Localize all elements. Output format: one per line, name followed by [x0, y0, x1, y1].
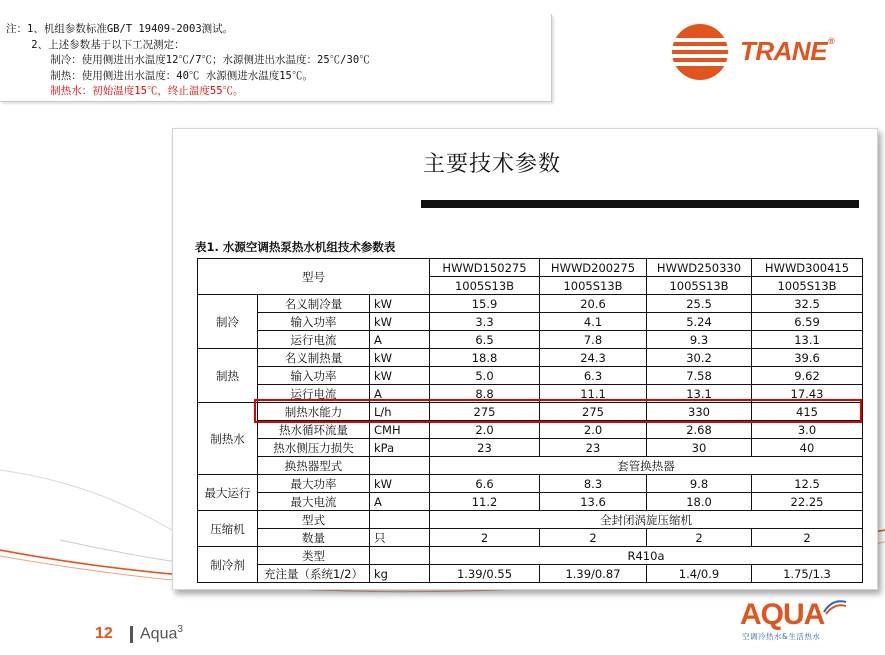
value-cell: 1.39/0.87: [540, 565, 647, 583]
value-cell: 7.58: [647, 367, 752, 385]
note-box: [0, 14, 552, 102]
value-cell: 17.43: [752, 385, 863, 403]
unit-cell: kW: [370, 475, 430, 493]
unit-cell: kW: [370, 349, 430, 367]
table-row: [198, 457, 863, 475]
value-cell: 9.8: [647, 475, 752, 493]
table-row: [198, 421, 863, 439]
param-cell: 热水侧压力损失: [258, 439, 370, 457]
value-cell: 30.2: [647, 349, 752, 367]
model-cell: HWWD200275: [540, 259, 647, 277]
unit-cell: L/h: [370, 403, 430, 421]
note-line-1: 注：1、机组参数标准GB/T 19409-2003测试。: [6, 23, 234, 35]
table-row: [198, 331, 863, 349]
value-cell: 3.3: [430, 313, 540, 331]
value-cell: 25.5: [647, 295, 752, 313]
value-cell: 3.0: [752, 421, 863, 439]
unit-cell: A: [370, 385, 430, 403]
unit-cell: A: [370, 331, 430, 349]
value-cell: 13.1: [647, 385, 752, 403]
model-cell: 1005S13B: [647, 277, 752, 295]
group-label-heating: 制热: [198, 349, 258, 403]
value-cell: 415: [752, 403, 863, 421]
param-cell: 名义制热量: [258, 349, 370, 367]
hot-water-highlight-box: [254, 399, 862, 423]
spec-panel: [172, 128, 878, 590]
value-cell: 24.3: [540, 349, 647, 367]
value-cell: 18.8: [430, 349, 540, 367]
note-line-2: 2、上述参数基于以下工况测定：: [6, 38, 185, 51]
title-underline-bar: [421, 200, 859, 208]
value-cell: 2: [752, 529, 863, 547]
aqua-wave-icon: [822, 598, 848, 616]
value-cell: 1.75/1.3: [752, 565, 863, 583]
value-cell: 20.6: [540, 295, 647, 313]
value-cell: 4.1: [540, 313, 647, 331]
aqua-tagline: 空调冷热水&生活热水: [742, 632, 821, 641]
group-label-compressor: 压缩机: [198, 511, 258, 547]
param-cell: 制热水能力: [258, 403, 370, 421]
footer-divider: [130, 626, 133, 643]
value-cell: 13.1: [752, 331, 863, 349]
aqua-logo: [740, 598, 860, 644]
param-cell: 充注量（系统1/2）: [258, 565, 370, 583]
unit-cell: A: [370, 493, 430, 511]
param-cell: 最大电流: [258, 493, 370, 511]
value-cell: 5.24: [647, 313, 752, 331]
param-cell: 输入功率: [258, 367, 370, 385]
unit-cell: kg: [370, 565, 430, 583]
param-cell: 最大功率: [258, 475, 370, 493]
param-cell: 类型: [258, 547, 370, 565]
value-cell: 12.5: [752, 475, 863, 493]
value-cell: 40: [752, 439, 863, 457]
param-cell: 名义制冷量: [258, 295, 370, 313]
table-row: [198, 493, 863, 511]
value-cell: 39.6: [752, 349, 863, 367]
table-row: [198, 547, 863, 565]
value-cell: 2.0: [540, 421, 647, 439]
note-line-3: 制冷：使用侧进出水温度12℃/7℃；水源侧进出水温度：25℃/30℃: [6, 54, 370, 66]
unit-cell: CMH: [370, 421, 430, 439]
table-row: [198, 367, 863, 385]
value-cell: 15.9: [430, 295, 540, 313]
value-cell: 11.1: [540, 385, 647, 403]
value-cell: 23: [430, 439, 540, 457]
model-cell: 1005S13B: [430, 277, 540, 295]
span-value-cell: 全封闭涡旋压缩机: [430, 511, 863, 529]
group-label-cooling: 制冷: [198, 295, 258, 349]
param-cell: 热水循环流量: [258, 421, 370, 439]
model-cell: HWWD300415: [752, 259, 863, 277]
panel-title: 主要技术参数: [423, 152, 562, 177]
table-caption: 表1. 水源空调热泵热水机组技术参数表: [195, 240, 396, 254]
table-row: [198, 295, 863, 313]
value-cell: 2: [430, 529, 540, 547]
param-cell: 输入功率: [258, 313, 370, 331]
value-cell: 330: [647, 403, 752, 421]
trane-logo: [672, 24, 852, 80]
aqua-wordmark: AQUA: [740, 598, 825, 631]
value-cell: 6.3: [540, 367, 647, 385]
value-cell: 11.2: [430, 493, 540, 511]
unit-cell: kPa: [370, 439, 430, 457]
value-cell: 8.8: [430, 385, 540, 403]
unit-cell: 只: [370, 529, 430, 547]
table-row: [198, 529, 863, 547]
table-row: [198, 511, 863, 529]
param-cell: 运行电流: [258, 331, 370, 349]
value-cell: 5.0: [430, 367, 540, 385]
value-cell: 2: [647, 529, 752, 547]
value-cell: 18.0: [647, 493, 752, 511]
model-cell: 1005S13B: [540, 277, 647, 295]
param-cell: 型式: [258, 511, 370, 529]
param-cell: 运行电流: [258, 385, 370, 403]
table-row: [198, 439, 863, 457]
table-row: [198, 475, 863, 493]
group-label-max-operation: 最大运行: [198, 475, 258, 511]
model-cell: 1005S13B: [752, 277, 863, 295]
value-cell: 2.68: [647, 421, 752, 439]
value-cell: 6.6: [430, 475, 540, 493]
page-number: 12: [95, 625, 113, 642]
note-line-4: 制热：使用侧进出水温度：40℃ 水源侧进水温度15℃。: [6, 69, 313, 82]
value-cell: 275: [540, 403, 647, 421]
value-cell: 2: [540, 529, 647, 547]
trane-wordmark: TRANE®: [740, 36, 835, 66]
table-row: [198, 349, 863, 367]
group-label-refrigerant: 制冷剂: [198, 547, 258, 583]
value-cell: 1.4/0.9: [647, 565, 752, 583]
trane-disc-icon: [672, 24, 728, 80]
value-cell: 30: [647, 439, 752, 457]
value-cell: 9.3: [647, 331, 752, 349]
note-line-5: 制热水：初始温度15℃，终止温度55℃。: [6, 85, 244, 97]
span-value-cell: 套管换热器: [430, 457, 863, 475]
unit-cell: kW: [370, 295, 430, 313]
unit-cell: [370, 511, 430, 529]
value-cell: 1.39/0.55: [430, 565, 540, 583]
param-cell: 数量: [258, 529, 370, 547]
value-cell: 22.25: [752, 493, 863, 511]
group-label-hot-water: 制热水: [198, 403, 258, 475]
value-cell: 13.6: [540, 493, 647, 511]
unit-cell: kW: [370, 367, 430, 385]
table-row: [198, 313, 863, 331]
value-cell: 6.5: [430, 331, 540, 349]
value-cell: 9.62: [752, 367, 863, 385]
table-row: [198, 565, 863, 583]
table-row-model-1: [198, 259, 863, 277]
unit-cell: kW: [370, 313, 430, 331]
value-cell: 32.5: [752, 295, 863, 313]
model-label-cell: 型号: [198, 259, 430, 295]
unit-cell: [370, 547, 430, 565]
value-cell: 275: [430, 403, 540, 421]
param-cell: 换热器型式: [258, 457, 370, 475]
value-cell: 23: [540, 439, 647, 457]
model-cell: HWWD250330: [647, 259, 752, 277]
value-cell: 2.0: [430, 421, 540, 439]
span-value-cell: R410a: [430, 547, 863, 565]
unit-cell: [370, 457, 430, 475]
model-cell: HWWD150275: [430, 259, 540, 277]
footer-brand: Aqua$^3$: [140, 624, 183, 643]
value-cell: 8.3: [540, 475, 647, 493]
value-cell: 6.59: [752, 313, 863, 331]
value-cell: 7.8: [540, 331, 647, 349]
